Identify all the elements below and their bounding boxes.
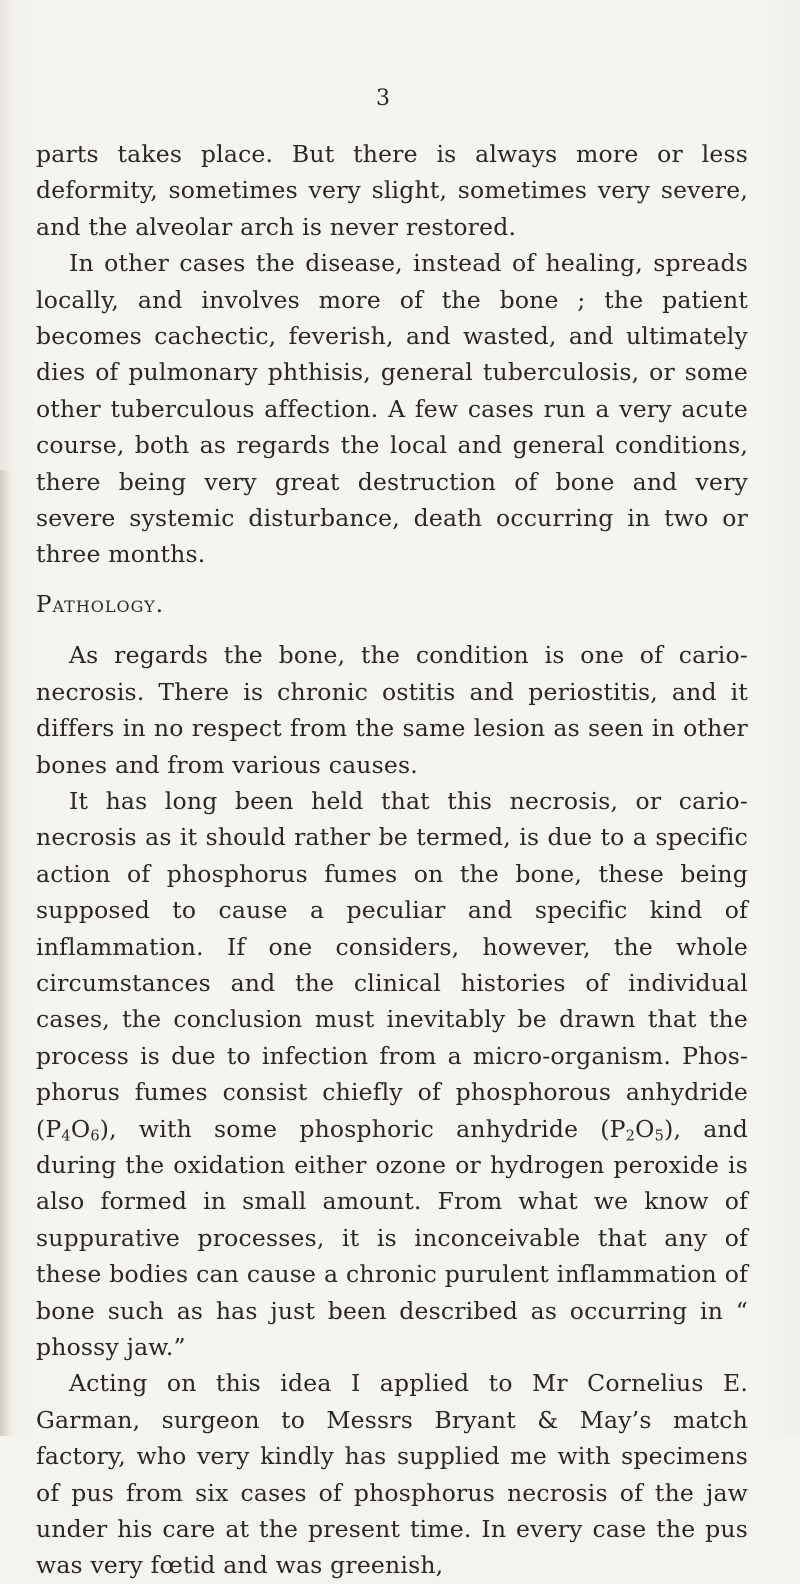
paragraph-continuation: parts takes place. But there is always more or less deformity, sometimes very slight, sometimes very severe, and the alveolar arch is never restored.	[36, 140, 748, 241]
subscript-2: 2	[625, 1127, 636, 1145]
body-text	[36, 136, 748, 1584]
oxygen-symbol-2: O	[635, 1114, 655, 1143]
subscript-6: 6	[90, 1127, 100, 1145]
oxygen-symbol-1: O	[70, 1114, 91, 1143]
paragraph-bone-condition: As regards the bone, the condition is one of cario-necrosis. There is chronic ostitis and periostitis, and it differs in no respect from the same lesion as seen in other bones and from various causes.	[36, 641, 748, 779]
subscript-5: 5	[654, 1127, 665, 1145]
phosphorus-text-part1: It has long been held that this necrosis, or cario-necrosis as it should rather be termed, is due to a specific action of phosphorus fumes on the bone, these being supposed to cause a peculiar and specific kind of inflammation. If one considers, however, the whole circumstances and the clinical histories of individual cases, the conclusion must inevitably be drawn that the process is due to infection from a micro-organism. Phosphorus fumes consist chiefly of phosphorous anhydride (P	[36, 786, 748, 1143]
phosphorus-text-part3: ), and during the oxidation either ozone or hydrogen peroxide is also formed in small amount. From what we know of suppurative processes, it is inconceivable that any of these bodies can cause a chronic purulent inflammation of bone such as has just been described as occurring in “ phossy jaw.”	[36, 1114, 749, 1361]
page-gutter-shadow	[0, 470, 12, 1436]
page-number: 3	[376, 86, 390, 111]
section-heading-pathology: Pathology.	[36, 591, 165, 618]
subscript-4: 4	[61, 1127, 71, 1145]
phosphorus-text-part2: ), with some phosphoric anhydride (P	[99, 1114, 626, 1143]
paragraph-disease-progression: In other cases the disease, instead of healing, spreads locally, and involves more of the bone ; the patient becomes cachectic, feverish, and wasted, and ultimately dies of pulmonary phthisis, general tuberculosis, or some other tuberculous affection. A few cases run a very acute course, both as regards the local and general conditions, there being very great destruction of bone and very severe systemic disturbance, death occurring in two or three months.	[36, 249, 748, 569]
paragraph-phosphorus-fumes	[36, 783, 748, 1366]
paragraph-garman-specimens: Acting on this idea I applied to Mr Cornelius E. Garman, surgeon to Messrs Bryant & May’s match factory, who very kindly has supplied me with specimens of pus from six cases of phosphorus necrosis of the jaw under his care at the present time. In every case the pus was very fœtid and was greenish,	[36, 1369, 748, 1580]
